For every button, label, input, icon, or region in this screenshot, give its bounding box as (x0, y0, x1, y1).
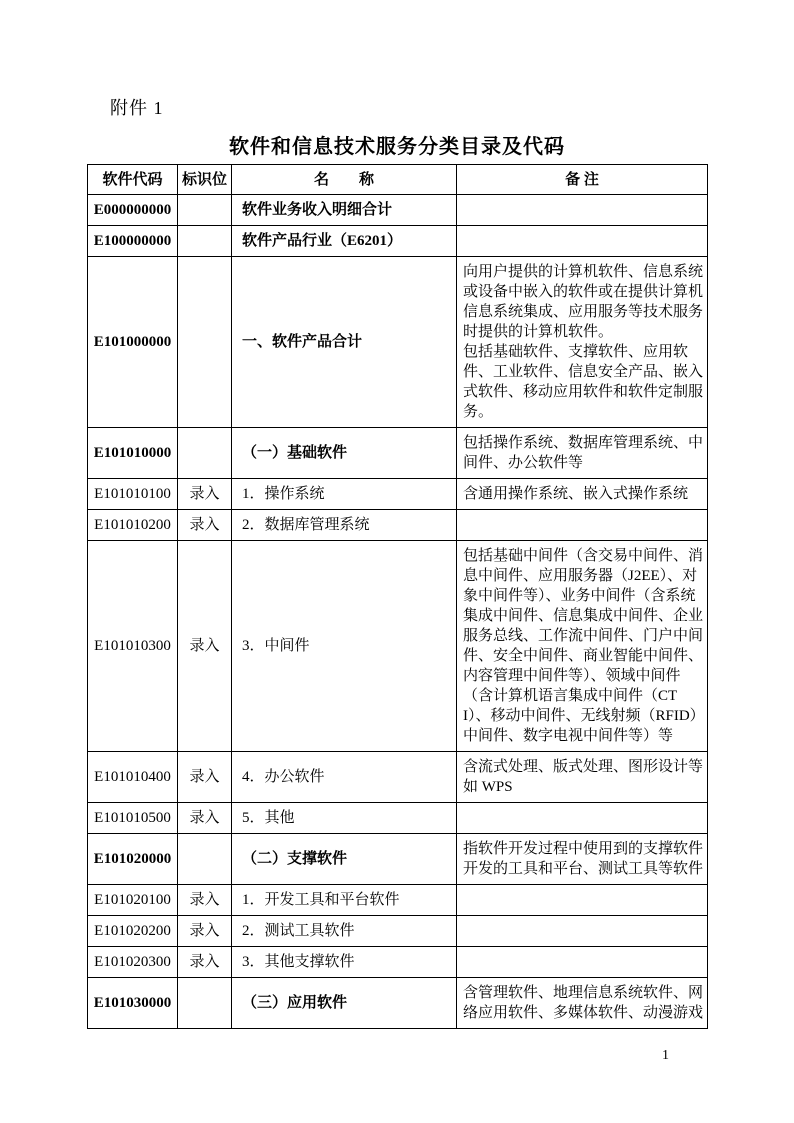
remark-cell (457, 479, 708, 510)
name-cell: 1．开发工具和平台软件 (232, 885, 457, 916)
name-cell: 一、软件产品合计 (232, 257, 457, 428)
remark-cell (457, 752, 708, 803)
code-cell: E101020000 (88, 834, 178, 885)
flag-cell (178, 195, 232, 226)
table-row (88, 885, 708, 916)
flag-cell: 录入 (178, 510, 232, 541)
code-cell: E101020200 (88, 916, 178, 947)
table-row (88, 803, 708, 834)
name-cell: 4．办公软件 (232, 752, 457, 803)
remark-paragraph: 包括基础软件、支撑软件、应用软件、工业软件、信息安全产品、嵌入式软件、移动应用软件和软件定制服务。 (463, 344, 704, 420)
remark-cell (457, 885, 708, 916)
table-row (88, 257, 708, 428)
code-cell: E101010000 (88, 428, 178, 479)
table-row (88, 947, 708, 978)
code-cell: E101010300 (88, 541, 178, 752)
remark-cell (457, 947, 708, 978)
flag-cell: 录入 (178, 479, 232, 510)
name-cell: 5．其他 (232, 803, 457, 834)
flag-cell (178, 226, 232, 257)
name-cell: 3．中间件 (232, 541, 457, 752)
name-cell: （二）支撑软件 (232, 834, 457, 885)
remark-cell (457, 428, 708, 479)
table-row (88, 479, 708, 510)
flag-cell: 录入 (178, 947, 232, 978)
remark-paragraph: 指软件开发过程中使用到的支撑软件开发的工具和平台、测试工具等软件 (463, 841, 704, 877)
header-remark: 备 注 (457, 165, 708, 195)
name-cell: 1．操作系统 (232, 479, 457, 510)
name-cell: （三）应用软件 (232, 978, 457, 1029)
flag-cell (178, 257, 232, 428)
header-name: 名 称 (232, 165, 457, 195)
remark-cell (457, 803, 708, 834)
remark-paragraph: 含管理软件、地理信息系统软件、网络应用软件、多媒体软件、动漫游戏 (463, 985, 704, 1021)
table-row (88, 226, 708, 257)
catalog-table-body (88, 195, 708, 1029)
remark-paragraph: 含通用操作系统、嵌入式操作系统 (463, 486, 689, 502)
code-cell: E101020300 (88, 947, 178, 978)
flag-cell (178, 834, 232, 885)
remark-paragraph: 包括基础中间件（含交易中间件、消息中间件、应用服务器（J2EE）、对象中间件等）、业务中间件（含系统集成中间件、信息集成中间件、企业服务总线、工作流中间件、门户中间件、安全中间件、商业智能中间件、内容管理中间件等）、领域中间件（含计算机语言集成中间件（CTI）、移动中间件、无线射频（RFID）中间件、数字电视中间件等）等 (463, 548, 704, 744)
table-row (88, 541, 708, 752)
table-row (88, 752, 708, 803)
table-row (88, 978, 708, 1029)
name-cell: （一）基础软件 (232, 428, 457, 479)
header-row (88, 165, 708, 195)
flag-cell: 录入 (178, 803, 232, 834)
code-cell: E101030000 (88, 978, 178, 1029)
name-cell: 软件产品行业（E6201） (232, 226, 457, 257)
page-number: 1 (662, 1048, 669, 1063)
code-cell: E100000000 (88, 226, 178, 257)
remark-cell (457, 541, 708, 752)
name-cell: 3．其他支撑软件 (232, 947, 457, 978)
table-row (88, 428, 708, 479)
remark-cell (457, 195, 708, 226)
attachment-label: 附件 1 (110, 98, 164, 118)
code-cell: E101010200 (88, 510, 178, 541)
code-cell: E101010100 (88, 479, 178, 510)
flag-cell: 录入 (178, 541, 232, 752)
catalog-table-header (88, 165, 708, 195)
code-cell: E101000000 (88, 257, 178, 428)
code-cell: E101010400 (88, 752, 178, 803)
name-cell: 2．测试工具软件 (232, 916, 457, 947)
table-row (88, 195, 708, 226)
name-cell: 软件业务收入明细合计 (232, 195, 457, 226)
flag-cell: 录入 (178, 885, 232, 916)
flag-cell: 录入 (178, 916, 232, 947)
remark-paragraph: 包括操作系统、数据库管理系统、中间件、办公软件等 (463, 435, 704, 471)
remark-cell (457, 916, 708, 947)
remark-paragraph: 向用户提供的计算机软件、信息系统或设备中嵌入的软件或在提供计算机信息系统集成、应用服务等技术服务时提供的计算机软件。 (463, 264, 704, 340)
flag-cell (178, 978, 232, 1029)
header-code: 软件代码 (88, 165, 178, 195)
table-row (88, 834, 708, 885)
remark-cell (457, 510, 708, 541)
header-flag: 标识位 (178, 165, 232, 195)
table-row (88, 510, 708, 541)
flag-cell: 录入 (178, 752, 232, 803)
code-cell: E101010500 (88, 803, 178, 834)
document-title: 软件和信息技术服务分类目录及代码 (229, 136, 565, 158)
remark-cell (457, 226, 708, 257)
remark-cell (457, 834, 708, 885)
table-row (88, 916, 708, 947)
remark-paragraph: 含流式处理、版式处理、图形设计等如 WPS (463, 759, 704, 795)
remark-cell (457, 257, 708, 428)
remark-cell (457, 978, 708, 1029)
code-cell: E101020100 (88, 885, 178, 916)
catalog-table (87, 164, 708, 1029)
name-cell: 2．数据库管理系统 (232, 510, 457, 541)
code-cell: E000000000 (88, 195, 178, 226)
flag-cell (178, 428, 232, 479)
